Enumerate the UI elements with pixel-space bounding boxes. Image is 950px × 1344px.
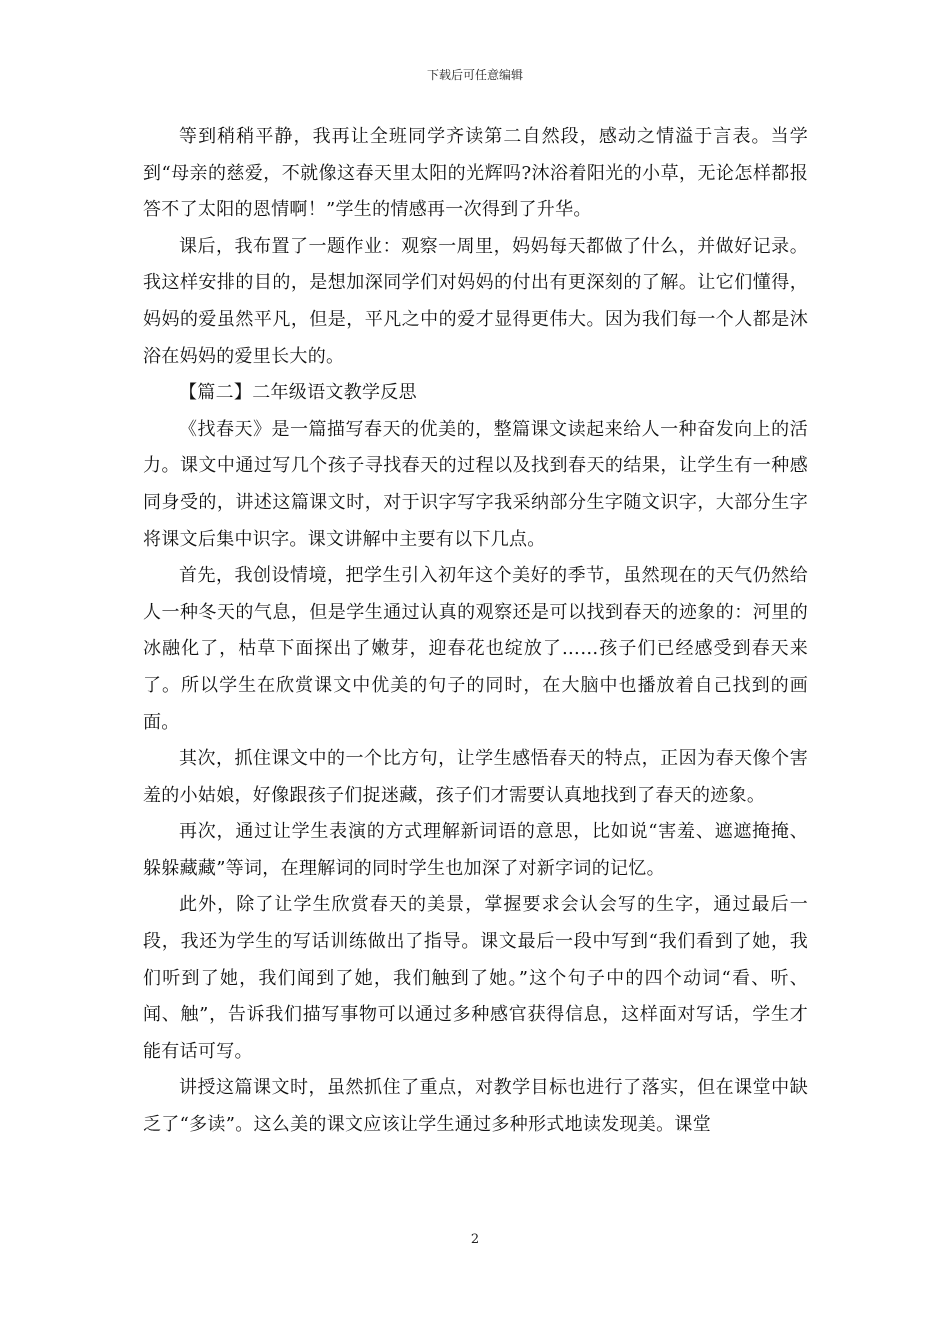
paragraph-5: 其次，抓住课文中的一个比方句，让学生感悟春天的特点，正因为春天像个害羞的小姑娘，好像跟孩子们捉迷藏，孩子们才需要认真地找到了春天的迹象。 [143,748,808,806]
paragraph-1: 等到稍稍平静，我再让全班同学齐读第二自然段，感动之情溢于言表。当学到“母亲的慈爱，不就像这春天里太阳的光辉吗?沐浴着阳光的小草，无论怎样都报答不了太阳的恩情啊！”学生的情感再一次得到了升华。 [143,126,808,221]
paragraph-3: 《找春天》是一篇描写春天的优美的，整篇课文读起来给人一种奋发向上的活力。课文中通过写几个孩子寻找春天的过程以及找到春天的结果，让学生有一种感同身受的，讲述这篇课文时，对于识字写字我采纳部分生字随文识字，大部分生字将课文后集中识字。课文讲解中主要有以下几点。 [143,418,808,550]
page-header: 下载后可任意编辑 [426,68,523,82]
paragraph-6: 再次，通过让学生表演的方式理解新词语的意思，比如说“害羞、遮遮掩掩、躲躲藏藏”等词，在理解词的同时学生也加深了对新字词的记忆。 [143,821,808,879]
paragraph-7: 此外，除了让学生欣赏春天的美景，掌握要求会认会写的生字，通过最后一段，我还为学生的写话训练做出了指导。课文最后一段中写到“我们看到了她，我们听到了她，我们闻到了她，我们触到了她。”这个句子中的四个动词“看、听、闻、触”，告诉我们描写事物可以通过多种感官获得信息，这样面对写话，学生才能有话可写。 [143,894,808,1062]
page-number: 2 [470,1232,480,1247]
paragraph-2: 课后，我布置了一题作业：观察一周里，妈妈每天都做了什么，并做好记录。我这样安排的目的，是想加深同学们对妈妈的付出有更深刻的了解。让它们懂得，妈妈的爱虽然平凡，但是，平凡之中的爱才显得更伟大。因为我们每一个人都是沐浴在妈妈的爱里长大的。 [143,235,808,367]
document-body [143,119,808,1144]
section-heading: 【篇二】二年级语文教学反思 [179,382,417,404]
paragraph-4: 首先，我创设情境，把学生引入初年这个美好的季节，虽然现在的天气仍然给人一种冬天的气息，但是学生通过认真的观察还是可以找到春天的迹象的：河里的冰融化了，枯草下面探出了嫩芽，迎春花也绽放了……孩子们已经感受到春天来了。所以学生在欣赏课文中优美的句子的同时，在大脑中也播放着自己找到的画面。 [143,565,808,733]
paragraph-8: 讲授这篇课文时，虽然抓住了重点，对教学目标也进行了落实，但在课堂中缺乏了“多读”。这么美的课文应该让学生通过多种形式地读发现美。课堂 [143,1077,808,1136]
